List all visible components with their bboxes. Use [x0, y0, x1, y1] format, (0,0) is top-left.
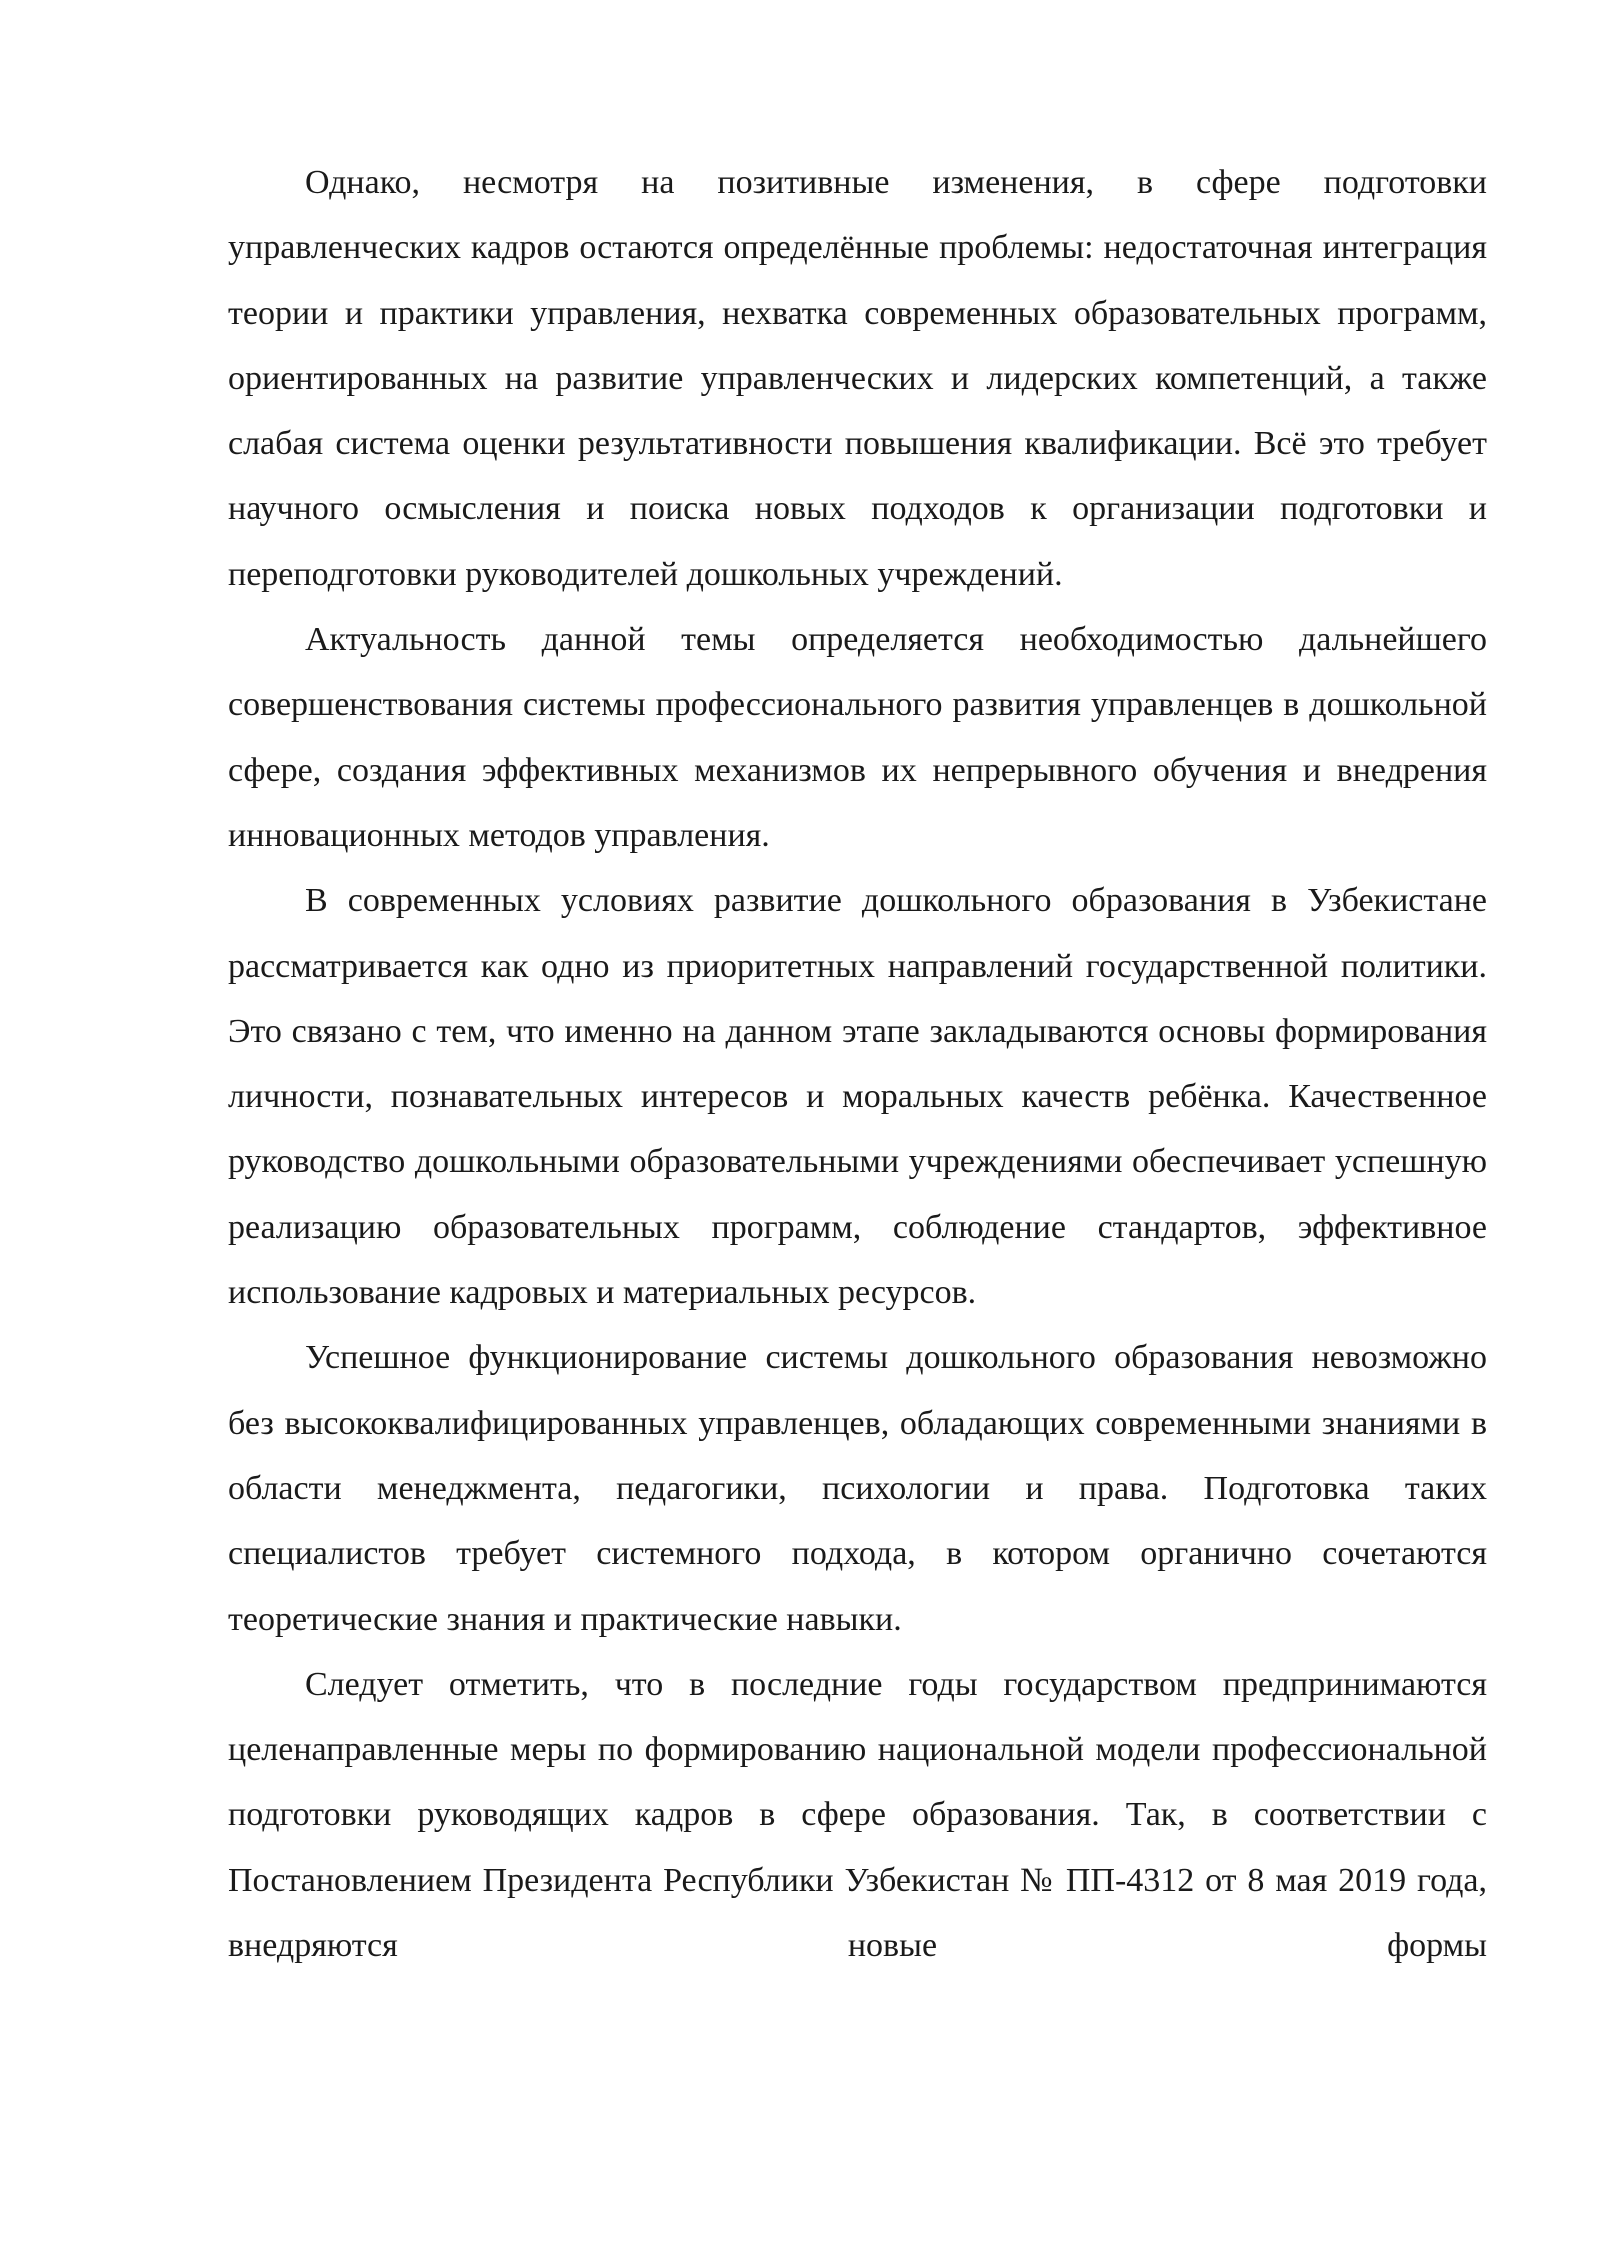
paragraph-5: Следует отметить, что в последние годы государством предпринимаются целенаправленные меры по формированию национальной модели профессиональной подготовки руководящих кадров в сфере образования. Так, в соответствии с Постановлением Президента Республики Узбекистан № ПП-4312 от 8 мая 2019 года, внедряются новые формы — [228, 1665, 1487, 1965]
document-body — [228, 150, 1487, 1978]
paragraph-1: Однако, несмотря на позитивные изменения, в сфере подготовки управленческих кадров остаются определённые проблемы: недостаточная интеграция теории и практики управления, нехватка современных образовательных программ, ориентированных на развитие управленческих и лидерских компетенций, а также слабая система оценки результативности повышения квалификации. Всё это требует научного осмысления и поиска новых подходов к организации подготовки и переподготовки руководителей дошкольных учреждений. — [228, 164, 1487, 593]
paragraph-4: Успешное функционирование системы дошкольного образования невозможно без высококвалифицированных управленцев, обладающих современными знаниями в области менеджмента, педагогики, психологии и права. Подготовка таких специалистов требует системного подхода, в котором органично сочетаются теоретические знания и практические навыки. — [228, 1339, 1487, 1638]
paragraph-3: В современных условиях развитие дошкольного образования в Узбекистане рассматривается как одно из приоритетных направлений государственной политики. Это связано с тем, что именно на данном этапе закладываются основы формирования личности, познавательных интересов и моральных качеств ребёнка. Качественное руководство дошкольными образовательными учреждениями обеспечивает успешную реализацию образовательных программ, соблюдение стандартов, эффективное использование кадровых и материальных ресурсов. — [228, 882, 1487, 1312]
paragraph-2: Актуальность данной темы определяется необходимостью дальнейшего совершенствования системы профессионального развития управленцев в дошкольной сфере, создания эффективных механизмов их непрерывного обучения и внедрения инновационных методов управления. — [228, 621, 1487, 854]
